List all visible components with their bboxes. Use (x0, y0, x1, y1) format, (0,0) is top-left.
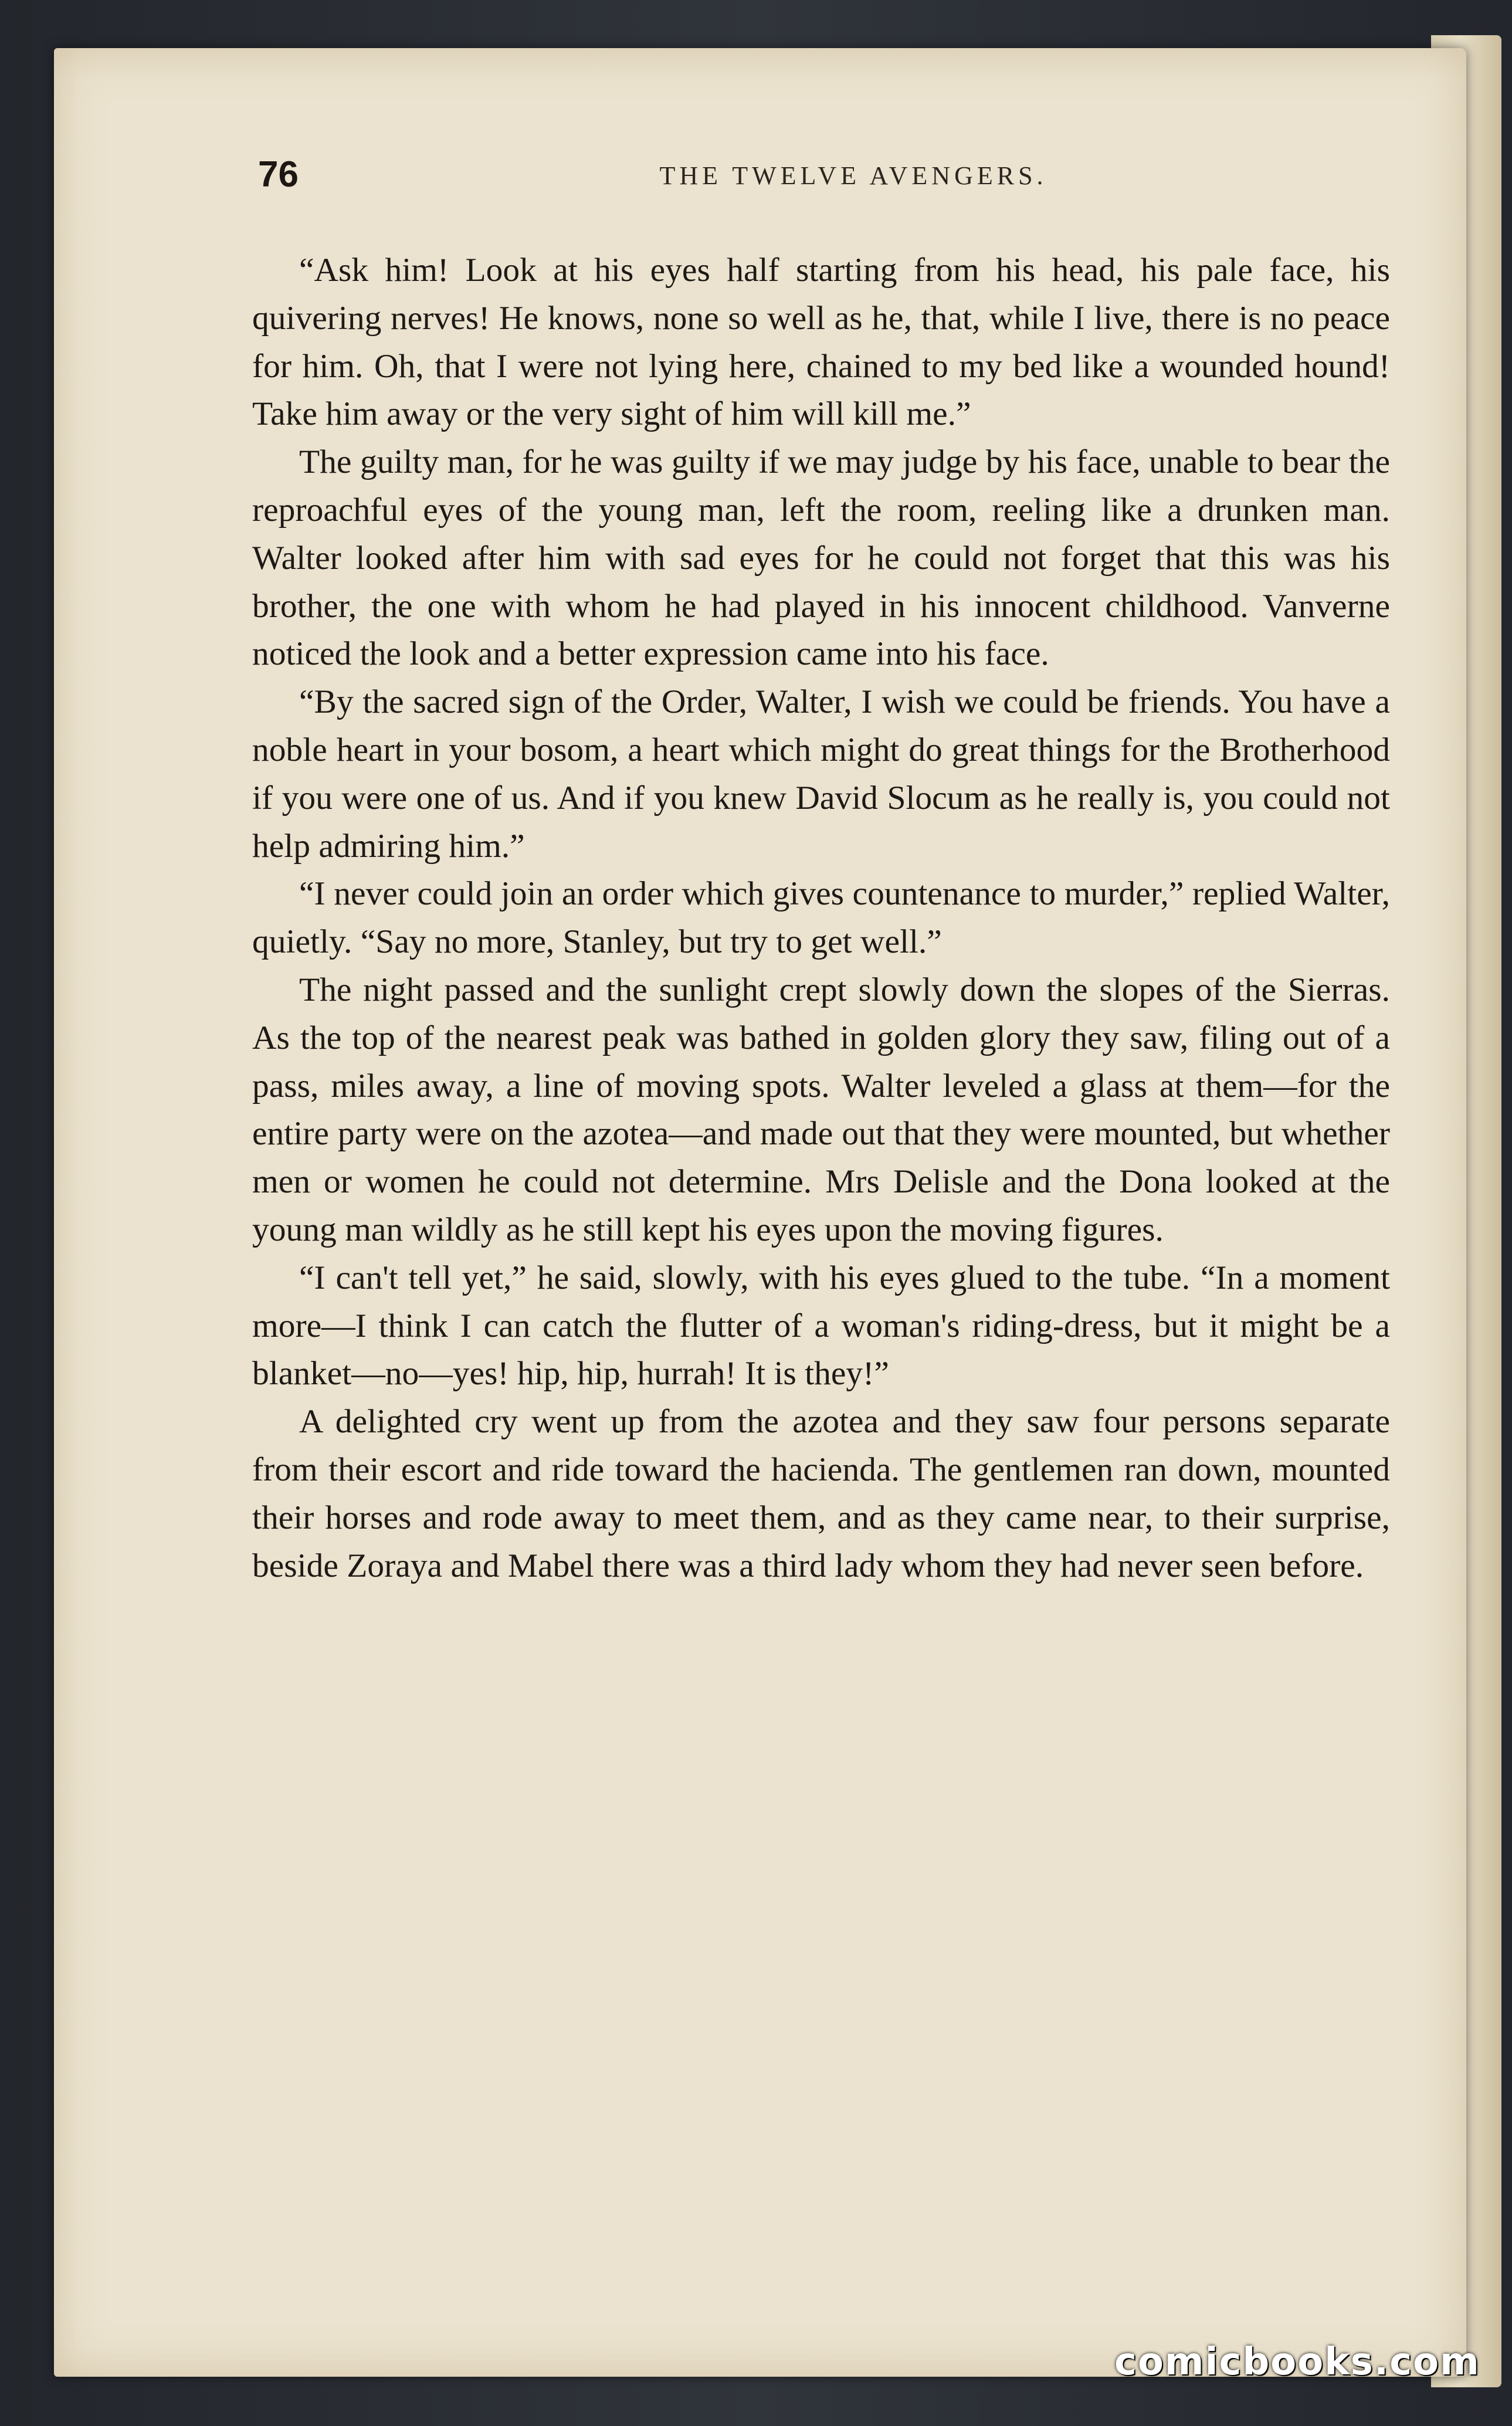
paragraph-7: A delighted cry went up from the azotea and they saw four persons separate from their escort and ride toward the hacienda. The gentlemen ran down, mounted their horses and rode away to meet them, and as they came near, to their surprise, beside Zoraya and Mabel there was a third lady whom they had never seen before. (252, 1403, 1390, 1584)
running-title: THE TWELVE AVENGERS. (659, 161, 1047, 190)
site-watermark: comicbooks.com (1114, 2340, 1480, 2384)
paragraph-6: “I can't tell yet,” he said, slowly, with his eyes glued to the tube. “In a moment more—I think I can catch the flutter of a woman's riding-dress, but it might be a blanket—no—yes! hip, hip, hurrah! It is they!” (252, 1259, 1390, 1392)
page-header (205, 154, 1384, 201)
paragraph-5: The night passed and the sunlight crept slowly down the slopes of the Sierras. As the top of the nearest peak was bathed in golden glory they saw, filing out of a pass, miles away, a line of moving spots. Walter leveled a glass at them—for the entire party were on the azotea—and made out that they were mounted, but whether men or women he could not determine. Mrs Delisle and the Dona looked at the young man wildly as he still kept his eyes upon the moving figures. (252, 971, 1390, 1248)
page-number: 76 (258, 154, 299, 195)
paragraph-2: The guilty man, for he was guilty if we may judge by his face, unable to bear the reproachful eyes of the young man, left the room, reeling like a drunken man. Walter looked after him with sad eyes for he could not forget that this was his brother, the one with whom he had played in his innocent childhood. Vanverne noticed the look and a better expression came into his face. (252, 443, 1390, 673)
paragraph-4: “I never could join an order which gives countenance to murder,” replied Walter, quietly. “Say no more, Stanley, but try to get well.” (252, 875, 1390, 961)
paragraph-1: “Ask him! Look at his eyes half starting from his head, his pale face, his quivering nerves! He knows, none so well as he, that, while I live, there is no peace for him. Oh, that I were not lying here, chained to my bed like a wounded hound! Take him away or the very sight of him will kill me.” (252, 252, 1390, 433)
body-text (252, 246, 1390, 1590)
paragraph-3: “By the sacred sign of the Order, Walter, I wish we could be friends. You have a noble heart in your bosom, a heart which might do great things for the Brotherhood if you were one of us. And if you knew David Slocum as he really is, you could not help admiring him.” (252, 683, 1390, 865)
